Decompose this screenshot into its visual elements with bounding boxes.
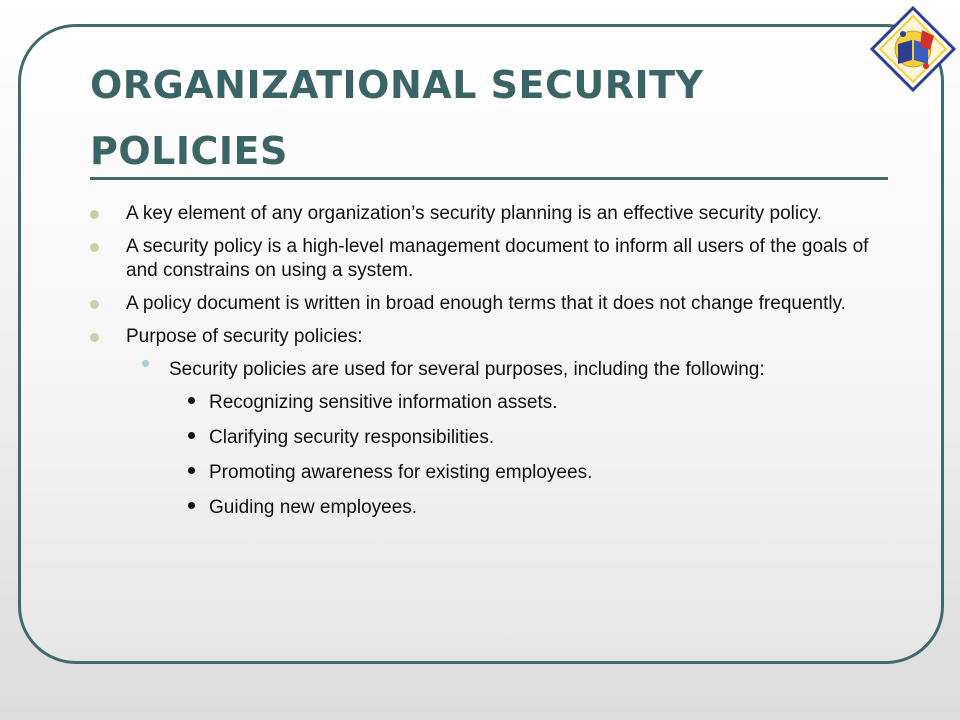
list-item <box>90 202 870 226</box>
sub-sub-bullet-icon <box>188 502 195 509</box>
sub-sub-list-item <box>90 391 870 415</box>
sub-sub-list-item <box>90 496 870 520</box>
bullet-text: A security policy is a high-level management document to inform all users of the goals of and constrains on using a system. <box>126 236 869 281</box>
bullet-text: A key element of any organization’s security planning is an effective security policy. <box>126 203 822 224</box>
slide-body <box>90 202 870 531</box>
list-item <box>90 292 870 316</box>
page-title: ORGANIZATIONAL SECURITY POLICIES <box>90 63 704 173</box>
bullet-text: A policy document is written in broad enough terms that it does not change frequently. <box>126 293 846 314</box>
sub-sub-bullet-icon <box>188 397 195 404</box>
bullet-icon <box>90 333 99 342</box>
list-item <box>90 235 870 283</box>
sub-list-item <box>90 358 870 382</box>
sub-sub-list-item <box>90 461 870 485</box>
sub-bullet-text: Security policies are used for several purposes, including the following: <box>169 359 765 380</box>
sub-sub-bullet-icon <box>188 467 195 474</box>
list-item <box>90 325 870 349</box>
sub-sub-bullet-icon <box>188 432 195 439</box>
bullet-text: Purpose of security policies: <box>126 326 363 347</box>
sub-bullet-icon <box>142 360 149 367</box>
sub-sub-bullet-text: Recognizing sensitive information assets. <box>209 392 558 413</box>
bullet-icon <box>90 300 99 309</box>
bullet-icon <box>90 243 99 252</box>
institution-logo-icon <box>870 6 956 92</box>
sub-sub-bullet-text: Clarifying security responsibilities. <box>209 427 495 448</box>
sub-sub-bullet-text: Guiding new employees. <box>209 497 418 518</box>
sub-sub-list-item <box>90 426 870 450</box>
title-divider <box>90 177 888 180</box>
bullet-icon <box>90 210 99 219</box>
sub-sub-bullet-text: Promoting awareness for existing employees. <box>209 462 593 483</box>
